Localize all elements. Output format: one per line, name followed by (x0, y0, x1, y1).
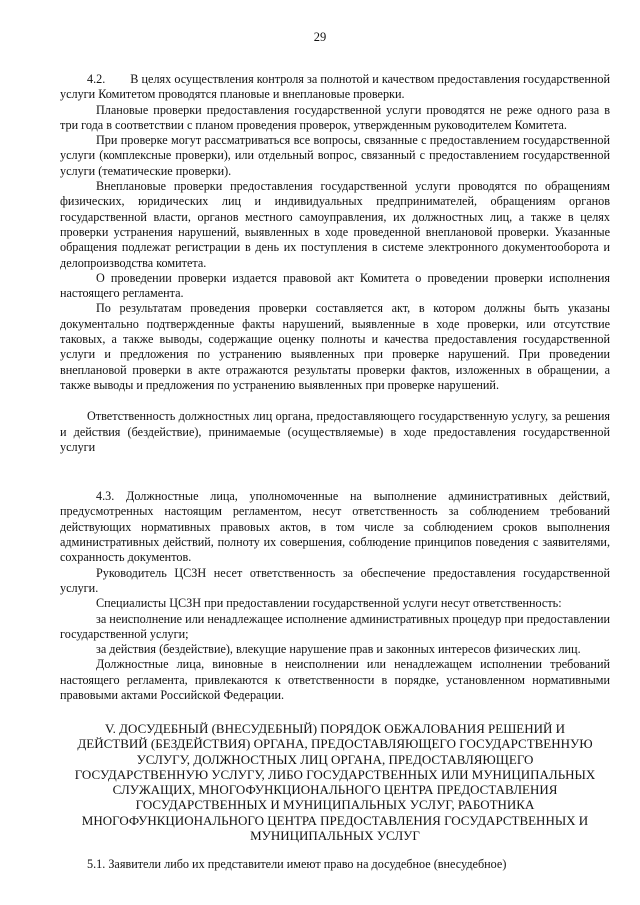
paragraph: Внеплановые проверки предоставления государственной услуги проводятся по обращениям физических, юридических лиц и индивидуальных предпринимателей, обращениям органов государственной власти, органов местного самоуправления, их должностных лиц, а также в целях проверки устранения нарушений, выявленных в ходе проведенной внеплановой проверки. Указанные обращения подлежат регистрации в день их поступления в системе электронного документооборота и делопроизводства комитета. (60, 179, 610, 270)
paragraph: за действия (бездействие), влекущие нарушение прав и законных интересов физических лиц. (96, 642, 581, 657)
section-v-title: V. ДОСУДЕБНЫЙ (ВНЕСУДЕБНЫЙ) ПОРЯДОК ОБЖАЛОВАНИЯ РЕШЕНИЙ И ДЕЙСТВИЙ (БЕЗДЕЙСТВИЯ) ОРГАНА, ПРЕДОСТАВЛЯЮЩЕГО ГОСУДАРСТВЕННУЮ УСЛУГУ, ДОЛЖНОСТНЫХ ЛИЦ ОРГАНА, ПРЕДОСТАВЛЯЮЩЕГО ГОСУДАРСТВЕННУЮ УСЛУГУ, ЛИБО ГОСУДАРСТВЕННЫХ ИЛИ МУНИЦИПАЛЬНЫХ СЛУЖАЩИХ, МНОГОФУНКЦИОНАЛЬНОГО ЦЕНТРА ПРЕДОСТАВЛЕНИЯ ГОСУДАРСТВЕННЫХ И МУНИЦИПАЛЬНЫХ УСЛУГ, РАБОТНИКА МНОГОФУНКЦИОНАЛЬНОГО ЦЕНТРА ПРЕДОСТАВЛЕНИЯ ГОСУДАРСТВЕННЫХ И МУНИЦИПАЛЬНЫХ УСЛУГ (74, 721, 596, 843)
paragraph-4-3: 4.3. Должностные лица, уполномоченные на выполнение административных действий, предусмотренных настоящим регламентом, несут ответственность за соблюдением требований действующих нормативных правовых актов, в том числе за соблюдением сроков выполнения административных действий, полноту их совершения, соблюдение принципов поведения с заявителями, сохранность документов. (60, 489, 610, 565)
paragraph: Должностные лица, виновные в неисполнении или ненадлежащем исполнении требований настоящего регламента, привлекаются к ответственности в порядке, установленном нормативными правовыми актами Российской Федерации. (60, 657, 610, 702)
page-number: 29 (313, 30, 327, 44)
paragraph: Специалисты ЦСЗН при предоставлении государственной услуги несут ответственность: (96, 596, 562, 611)
paragraph: Плановые проверки предоставления государственной услуги проводятся не реже одного раза в три года в соответствии с планом проведения проверок, утвержденным руководителем Комитета. (60, 102, 610, 132)
paragraph-5-1: 5.1. Заявители либо их представители имеют право на досудебное (внесудебное) (87, 856, 507, 871)
paragraph-4-2: 4.2. В целях осуществления контроля за полнотой и качеством предоставления государственной услуги Комитетом проводятся плановые и внеплановые проверки. (60, 72, 610, 102)
paragraph: Руководитель ЦСЗН несет ответственность за обеспечение предоставления государственной услуги. (60, 565, 610, 595)
responsibility-heading: Ответственность должностных лиц органа, предоставляющего государственную услугу, за решения и действия (бездействие), принимаемые (осуществляемые) в ходе предоставления государственной услуги (60, 409, 610, 454)
paragraph: О проведении проверки издается правовой акт Комитета о проведении проверки исполнения настоящего регламента. (60, 270, 610, 301)
paragraph: за неисполнение или ненадлежащее исполнение административных процедур при предоставлении государственной услуги; (60, 611, 610, 641)
paragraph: По результатам проведения проверки составляется акт, в котором должны быть указаны документально подтвержденные факты нарушений, выявленные в ходе проверки, или отсутствие таковых, а также выводы, содержащие оценку полноты и качества предоставления государственной услуги и предложения по устранению выявленных при проверке нарушений. При проведении внеплановой проверки в акте отражаются результаты проверки фактов, изложенных в обращении, а также выводы и предложения по устранению выявленных при проверке нарушений. (60, 301, 610, 392)
document-body (60, 72, 610, 872)
paragraph: При проверке могут рассматриваться все вопросы, связанные с предоставлением государственной услуги (комплексные проверки), или отдельный вопрос, связанный с предоставлением государственной услуги (тематические проверки). (60, 133, 610, 178)
